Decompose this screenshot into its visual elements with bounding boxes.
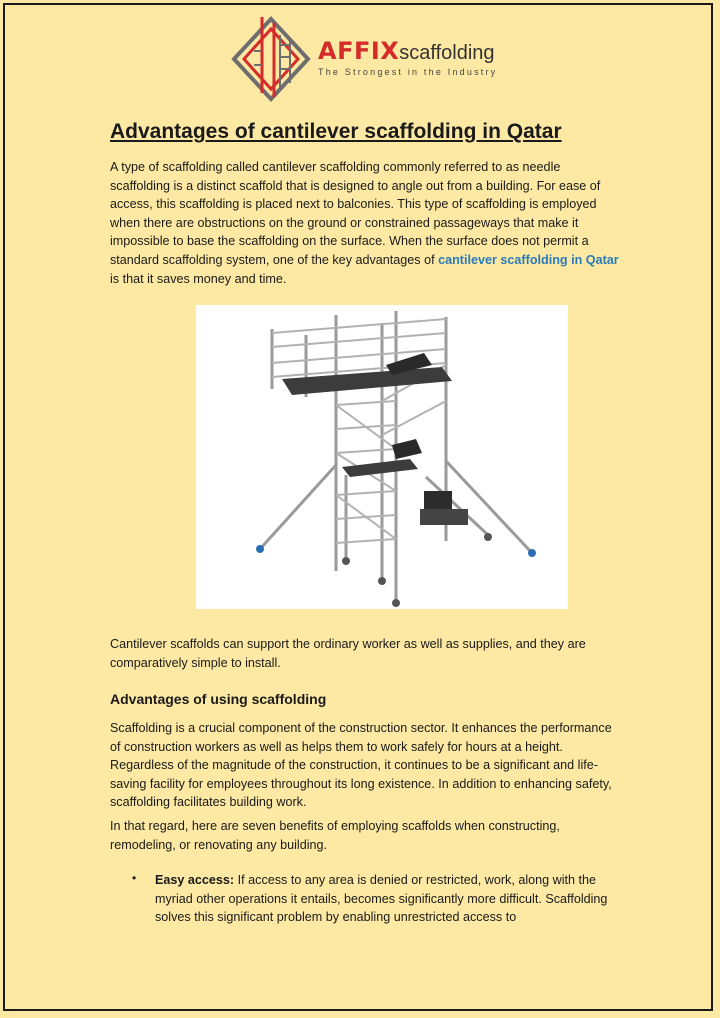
logo-brand: AFFIX: [318, 37, 400, 65]
scaffold-tower-image: [196, 305, 568, 609]
document-page: [3, 3, 713, 1011]
list-item: [110, 871, 620, 927]
intro-paragraph: [110, 158, 620, 288]
logo-tagline: The Strongest in the Industry: [318, 67, 498, 77]
after-image-paragraph: Cantilever scaffolds can support the ordinary worker as well as supplies, and they are comparatively simple to install.: [110, 637, 586, 670]
intro-tail: is that it saves money and time.: [110, 271, 287, 286]
article-title: Advantages of cantilever scaffolding in Qatar: [110, 120, 562, 143]
section-paragraph-2: In that regard, here are seven benefits of employing scaffolds when constructing, remodeling, or renovating any building.: [110, 819, 560, 852]
logo-wordmark: [318, 37, 495, 65]
section-heading: Advantages of using scaffolding: [110, 691, 327, 707]
company-logo: [230, 15, 500, 105]
bullet-text: If access to any area is denied or restricted, work, along with the myriad other operations it entails, becomes significantly more difficult. Scaffolding solves this significant problem by enabling unrestricted access to: [155, 873, 608, 925]
intro-text: A type of scaffolding called cantilever scaffolding commonly referred to as needle scaffolding is a distinct scaffold that is designed to angle out from a building. For ease of access, this scaffolding is placed next to balconies. This type of scaffolding is employed when there are obstructions on the ground or constrained passageways that make it impossible to base the scaffolding on the surface. When the surface does not permit a standard scaffolding system, one of the key advantages of: [110, 160, 601, 267]
scaffold-tower-icon: [196, 305, 568, 609]
logo-brand-suffix: scaffolding: [399, 42, 495, 64]
logo-mark-icon: [230, 15, 312, 103]
intro-link[interactable]: cantilever scaffolding in Qatar: [438, 252, 619, 267]
section-paragraph-1: Scaffolding is a crucial component of the construction sector. It enhances the performance of construction workers as well as helps them to work safely for hours at a height. Regardless of the magnitude of the construction, it continues to be a significant and life-saving facility for employees throughout its long existence. In addition to enhancing safety, scaffolding facilitates building work.: [110, 721, 612, 810]
bullet-icon: •: [132, 871, 137, 885]
bullet-title: Easy access:: [155, 873, 235, 887]
